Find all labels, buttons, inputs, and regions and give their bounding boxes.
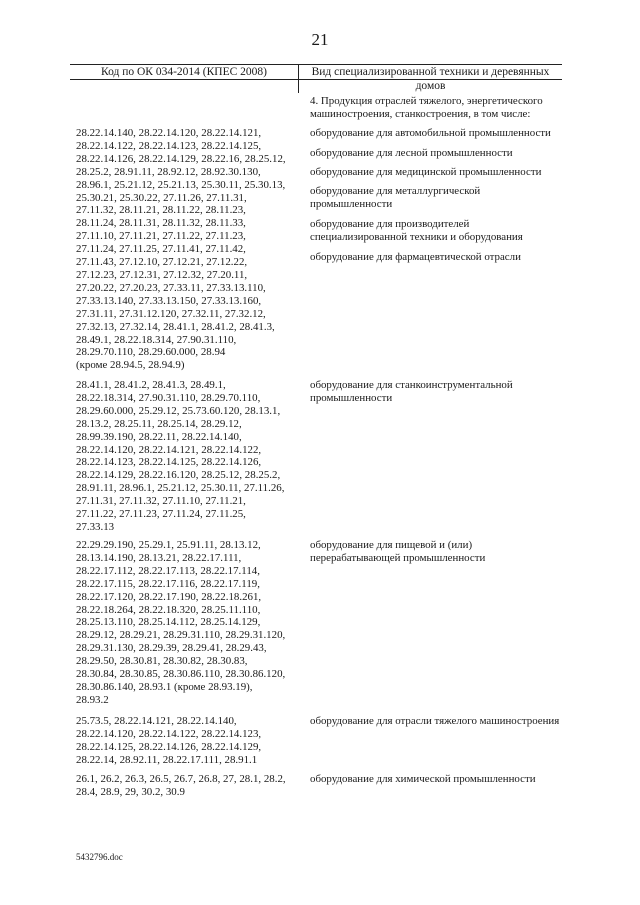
row-description: оборудование для медицинской промышленности: [310, 166, 542, 178]
row-codes: 28.41.1, 28.41.2, 28.41.3, 28.49.1, 28.22.18.314, 27.90.31.110, 28.29.70.110, 28.29.60.000, 25.29.12, 25.73.60.120, 28.13.1, 28.13.2, 28.25.11, 28.25.14, 28.29.12, 28.99.39.190, 28.22.11, 28.22.14.140, 28.22.14.120, 28.22.14.121, 28.22.14.122, 28.22.14.123, 28.22.14.125, 28.22.14.126, 28.22.14.129, 28.22.16.120, 28.25.12, 28.25.2, 28.91.11, 28.96.1, 25.21.12, 25.30.11, 27.11.26, 27.11.31, 27.11.32, 27.11.10, 27.11.21, 27.11.22, 27.11.23, 27.11.24, 27.11.25, 27.33.13: [76, 379, 285, 533]
row-codes: 28.22.14.140, 28.22.14.120, 28.22.14.121, 28.22.14.122, 28.22.14.123, 28.22.14.125, 28.22.14.126, 28.22.14.129, 28.22.16, 28.25.12, 28.25.2, 28.91.11, 28.92.12, 28.92.30.130, 28.96.1, 25.21.12, 25.21.13, 25.30.11, 25.30.13, 25.30.21, 25.30.22, 27.11.26, 27.11.31, 27.11.32, 28.11.21, 28.11.22, 28.11.23, 28.11.24, 28.11.31, 28.11.32, 28.11.33, 27.11.10, 27.11.21, 27.11.22, 27.11.23, 27.11.24, 27.11.25, 27.11.41, 27.11.42, 27.11.43, 27.12.10, 27.12.21, 27.12.22, 27.12.23, 27.12.31, 27.12.32, 27.20.11, 27.20.22, 27.20.23, 27.33.11, 27.33.13.110, 27.33.13.140, 27.33.13.150, 27.33.13.160, 27.31.11, 27.31.12.120, 27.32.11, 27.32.12, 27.32.13, 27.32.14, 28.41.1, 28.41.2, 28.41.3, 28.49.1, 28.22.18.314, 27.90.31.110, 28.29.70.110, 28.29.60.000, 28.94 (кроме 28.94.5, 28.94.9): [76, 127, 286, 372]
row-description: оборудование для лесной промышленности: [310, 147, 513, 159]
header-code-column: Код по ОК 034-2014 (КПЕС 2008): [100, 66, 268, 78]
row-codes: 22.29.29.190, 25.29.1, 25.91.11, 28.13.12, 28.13.14.190, 28.13.21, 28.22.17.111, 28.22.17.112, 28.22.17.113, 28.22.17.114, 28.22.17.115, 28.22.17.116, 28.22.17.119, 28.22.17.120, 28.22.17.190, 28.22.18.261, 28.22.18.264, 28.22.18.320, 28.25.11.110, 28.25.13.110, 28.25.14.112, 28.25.14.129, 28.29.12, 28.29.21, 28.29.31.110, 28.29.31.120, 28.29.31.130, 28.29.39, 28.29.41, 28.29.43, 28.29.50, 28.30.81, 28.30.82, 28.30.83, 28.30.84, 28.30.85, 28.30.86.110, 28.30.86.120, 28.30.86.140, 28.93.1 (кроме 28.93.19), 28.93.2: [76, 539, 286, 706]
row-description: оборудование для отрасли тяжелого машиностроения: [310, 715, 560, 727]
page-number: 21: [311, 30, 329, 49]
row-description: оборудование для металлургической промышленности: [310, 185, 481, 210]
header-type-column: Вид специализированной техники и деревянных домов: [298, 65, 562, 93]
row-description: оборудование для химической промышленности: [310, 773, 536, 785]
section-title: 4. Продукция отраслей тяжелого, энергетического машиностроения, станкостроения, в том числе:: [310, 95, 543, 120]
row-description: оборудование для производителей специализированной техники и оборудования: [310, 218, 523, 243]
row-codes: 26.1, 26.2, 26.3, 26.5, 26.7, 26.8, 27, 28.1, 28.2, 28.4, 28.9, 29, 30.2, 30.9: [76, 773, 286, 798]
table-header: [70, 64, 562, 92]
row-description: оборудование для станкоинструментальной промышленности: [310, 379, 513, 404]
row-description: оборудование для автомобильной промышленности: [310, 127, 551, 139]
row-codes: 25.73.5, 28.22.14.121, 28.22.14.140, 28.22.14.120, 28.22.14.122, 28.22.14.123, 28.22.14.125, 28.22.14.126, 28.22.14.129, 28.22.14, 28.92.11, 28.22.17.111, 28.91.1: [76, 715, 262, 766]
row-description: оборудование для пищевой и (или) перерабатывающей промышленности: [310, 539, 486, 564]
document-filename: 5432796.doc: [76, 852, 123, 862]
row-description: оборудование для фармацевтической отрасли: [310, 251, 521, 263]
